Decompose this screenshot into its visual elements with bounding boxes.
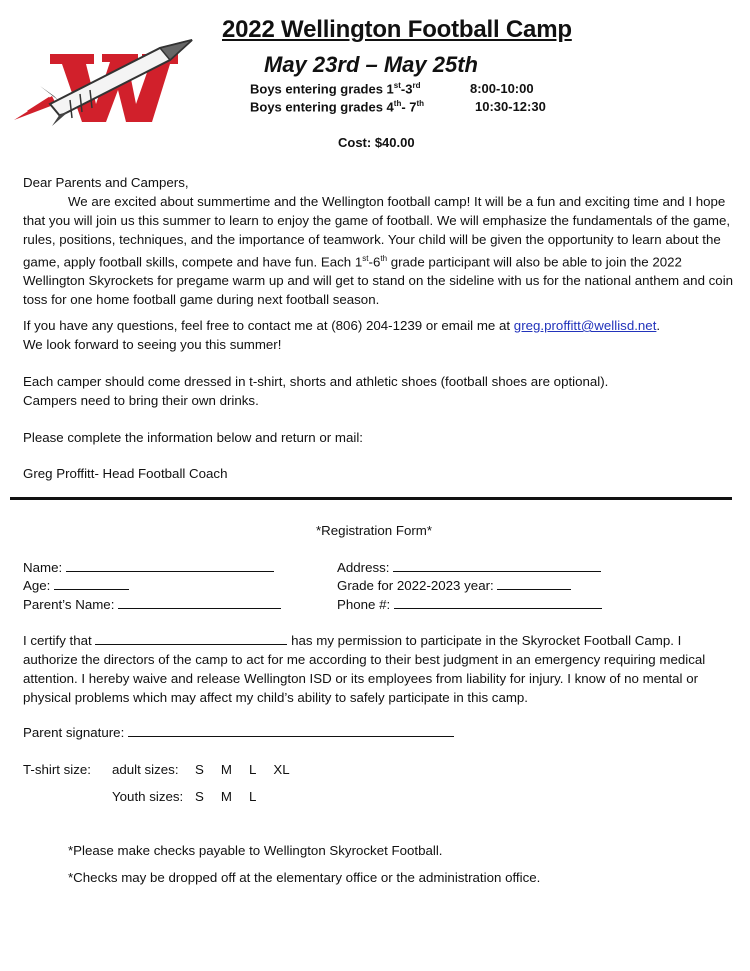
- grade-field[interactable]: Grade for 2022-2023 year:: [337, 576, 571, 595]
- certification-paragraph: I certify that has my permission to participate in the Skyrocket Football Camp. I authorize the directors of the camp to act for me according to their best judgment in an emergency requiring medical attention. I hereby waive and release Wellington ISD or its employees from liability for injury. I know of no mental or physical problems which may affect my child’s ability to safely participate in this camp.: [23, 633, 706, 705]
- address-field[interactable]: Address:: [337, 558, 601, 577]
- look-forward-line: We look forward to seeing you this summer!: [23, 337, 282, 352]
- age-field[interactable]: Age:: [23, 576, 129, 595]
- complete-instructions: Please complete the information below and return or mail:: [23, 430, 363, 445]
- camp-dates: May 23rd – May 25th: [264, 52, 478, 77]
- parent-signature-field[interactable]: Parent signature:: [23, 723, 454, 742]
- checks-dropoff-note: *Checks may be dropped off at the elementary office or the administration office.: [68, 870, 541, 885]
- child-name-blank[interactable]: [95, 632, 287, 645]
- parent-name-field[interactable]: Parent’s Name:: [23, 595, 281, 614]
- group2-grades: Boys entering grades 4th- 7th: [250, 99, 425, 115]
- checks-payable-note: *Please make checks payable to Wellington Skyrocket Football.: [68, 843, 443, 858]
- adult-sizes-label: adult sizes:: [112, 762, 179, 777]
- adult-size-option[interactable]: L: [248, 762, 257, 777]
- contact-line: If you have any questions, feel free to contact me at (806) 204-1239 or email me at greg.proffitt@wellisd.net.: [23, 318, 661, 333]
- youth-sizes-label: Youth sizes:: [112, 789, 184, 804]
- camp-title: 2022 Wellington Football Camp: [222, 16, 572, 43]
- dress-instructions: Each camper should come dressed in t-shirt, shorts and athletic shoes (football shoes are optional).: [23, 374, 609, 389]
- registration-form-title: *Registration Form*: [316, 523, 433, 538]
- adult-size-options: [195, 760, 307, 779]
- group1-grades: Boys entering grades 1st-3rd: [250, 81, 421, 97]
- section-divider: [10, 497, 732, 500]
- youth-size-options: [195, 787, 273, 806]
- phone-field[interactable]: Phone #:: [337, 595, 602, 614]
- youth-size-option[interactable]: S: [195, 789, 204, 804]
- youth-size-option[interactable]: M: [220, 789, 232, 804]
- drinks-instructions: Campers need to bring their own drinks.: [23, 393, 259, 408]
- coach-email-link[interactable]: greg.proffitt@wellisd.net: [513, 318, 657, 333]
- group1-time: 8:00-10:00: [470, 81, 534, 96]
- wellington-skyrocket-logo: [10, 38, 195, 128]
- adult-size-option[interactable]: S: [195, 762, 204, 777]
- tshirt-size-label: T-shirt size:: [23, 762, 91, 777]
- adult-size-option[interactable]: M: [220, 762, 232, 777]
- group2-time: 10:30-12:30: [475, 99, 546, 114]
- intro-paragraph: We are excited about summertime and the Wellington football camp! It will be a fun and exciting time and I hope that you will join us this summer to learn to enjoy the game of football. We will emphasize the fundamentals of the game, rules, positions, techniques, and the importance of teamwork. Your child will be given the opportunity to learn about the game, apply football skills, compete and have fun. Each 1st-6th grade participant will also be able to join the 2022 Wellington Skyrockets for pregame warm up and will get to stand on the sideline with us for the national anthem and coin toss for one home football game during next football season.: [23, 194, 734, 308]
- camp-cost: Cost: $40.00: [338, 135, 415, 150]
- youth-size-option[interactable]: L: [248, 789, 257, 804]
- name-field[interactable]: Name:: [23, 558, 274, 577]
- greeting: Dear Parents and Campers,: [23, 175, 189, 190]
- adult-size-option[interactable]: XL: [273, 762, 290, 777]
- coach-signoff: Greg Proffitt- Head Football Coach: [23, 466, 228, 481]
